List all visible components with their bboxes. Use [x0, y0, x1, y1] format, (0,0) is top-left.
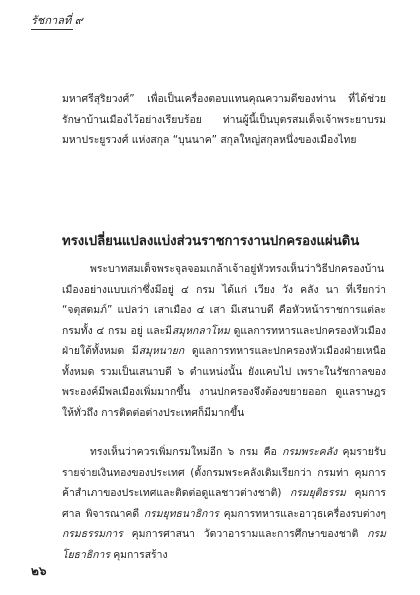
header-rule: [31, 29, 73, 30]
depts-text-5: คุมการศาสนา วัดวาอารามและการศึกษาของชาติ: [122, 528, 368, 540]
depts-text-4: คุมการทหารและอาวุธเครื่องรบต่างๆ: [218, 507, 386, 520]
dept-term-treasury: กรมพระคลัง: [282, 446, 338, 458]
dept-term-justice: กรมยุติธรรม: [289, 487, 346, 499]
page-number: ๒๖: [31, 564, 47, 578]
depts-text-3: คุมการศาล พิจารณาคดี: [62, 487, 386, 520]
intro-paragraph: มหาศรีสุริยวงศ์” เพื่อเป็นเครื่องตอบแทนคุณความดีของท่าน ที่ได้ช่วยรักษาบ้านเมืองไว้อย่างเรียบร้อย ท่านผู้นี้เป็นบุตรสมเด็จเจ้าพระยาบรมมหาประยูรวงศ์ แห่งสกุล “บุนนาค” สกุลใหญ่สกุลหนึ่งของเมืองไทย: [62, 93, 386, 146]
reform-text-3: ดูแลการทหารและปกครองหัวเมืองฝ่ายเหนือทั้งหมด รวมเป็นเสนาบดี ๖ ตำแหน่งนั้น ยังแคบไป เพราะในรัชกาลของพระองค์มีพลเมืองเพิ่มมากขึ้น งานปกครองจึงต้องขยายออก ดูแลราษฎรให้ทั่วถึง การติดต่อต่างประเทศก็มีมากขึ้น: [62, 345, 386, 419]
reform-term-kalahom: สมุหกลาโหม: [172, 324, 230, 337]
depts-text-2: คุมรายรับรายจ่ายเงินทองของประเทศ (ตั้งกรมพระคลังเดิมเรียกว่า กรมท่า คุมการค้าสำเภาของประเทศและติดต่อดูแลชาวต่างชาติ): [62, 446, 386, 499]
reform-term-mahatthai: สมุหนายก: [138, 345, 185, 357]
section-heading: ทรงเปลี่ยนแปลงแบ่งส่วนราชการงานปกครองแผ่นดิน: [62, 234, 360, 249]
running-title: รัชกาลที่ ๙: [31, 14, 83, 27]
running-header: [31, 14, 83, 30]
dept-term-religion: กรมธรรมการ: [62, 528, 123, 540]
depts-text-6: คุมการสร้าง: [109, 548, 168, 561]
reform-text-1: พระบาทสมเด็จพระจุลจอมเกล้าเจ้าอยู่หัวทรงเห็นว่าวิธีปกครองบ้านเมืองอย่างแบบเก่าซึ่งมีอยู่ ๔ กรม ได้แก่ เวียง วัง คลัง นา ที่เรียกว่า “จตุสดมภ์” แปลว่า เสาเมือง ๔ เสา มีเสนาบดี คือหัวหน้าราชการแต่ละกรมทั้ง ๔ กรม อยู่ และมี: [62, 263, 386, 337]
dept-term-military: กรมยุทธนาธิการ: [143, 507, 219, 520]
departments-paragraph: [62, 442, 386, 565]
reform-text-2: ดูแลการทหารและปกครองหัวเมืองฝ่ายใต้ทั้งหมด มี: [62, 324, 386, 357]
reform-paragraph: [62, 259, 386, 423]
depts-text-1: ทรงเห็นว่าควรเพิ่มกรมใหม่อีก ๖ กรม คือ: [90, 446, 283, 458]
dept-term-public-works: กรมโยธาธิการ: [62, 528, 386, 561]
